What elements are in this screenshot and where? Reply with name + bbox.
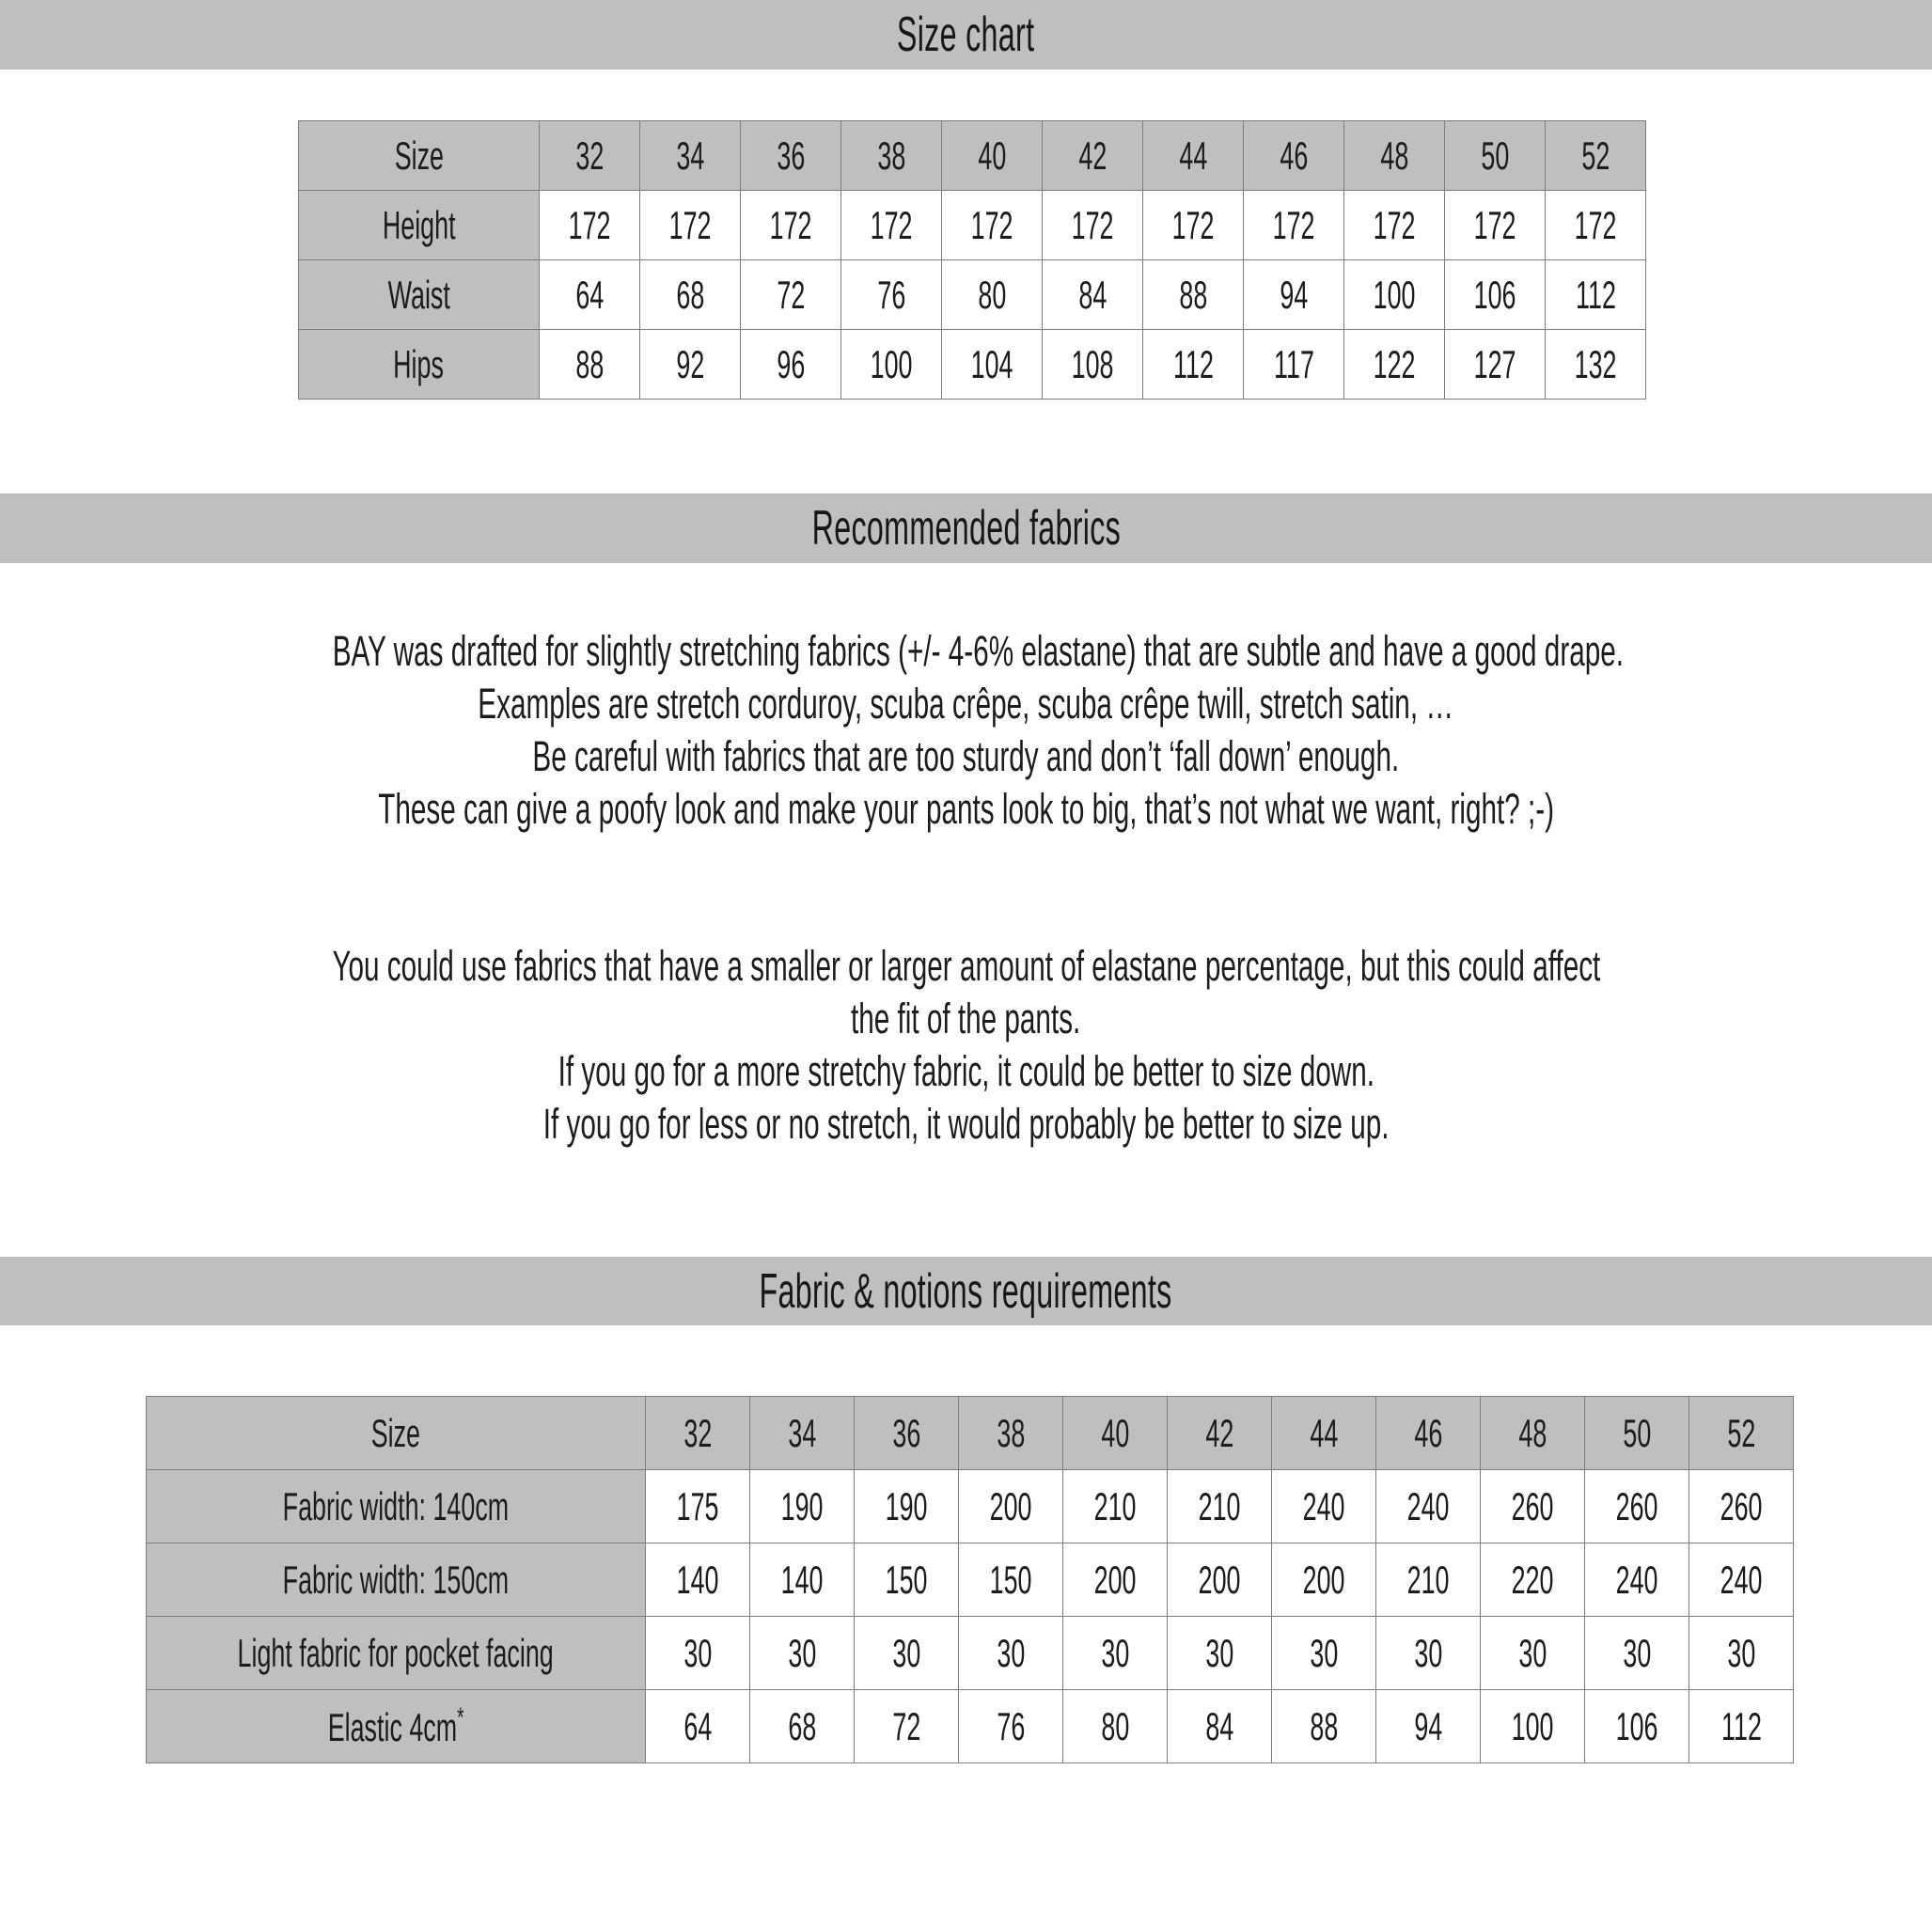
data-cell (959, 1543, 1063, 1617)
data-cell-text: 30 (1727, 1630, 1755, 1675)
data-cell (1481, 1617, 1585, 1690)
data-cell-text: 112 (1172, 341, 1214, 386)
data-cell (646, 1470, 750, 1543)
data-cell-text: 30 (892, 1630, 920, 1675)
data-cell (1376, 1543, 1481, 1617)
data-cell (1143, 330, 1244, 400)
data-cell-text: 106 (1473, 272, 1516, 317)
data-cell (942, 330, 1043, 400)
data-cell-text: 210 (1406, 1557, 1450, 1602)
row-label (299, 330, 540, 400)
data-cell-text: 84 (1205, 1703, 1233, 1748)
data-cell-text: 260 (1720, 1483, 1763, 1528)
data-cell-text: 80 (1101, 1703, 1129, 1748)
data-cell-text: 172 (1574, 202, 1617, 247)
data-cell-text: 94 (1414, 1703, 1442, 1748)
column-header-size-32-text: 32 (575, 133, 604, 178)
row-label (147, 1690, 646, 1763)
data-cell-text: 30 (1310, 1630, 1338, 1675)
column-header-size (147, 1397, 646, 1470)
data-cell-text: 88 (1179, 272, 1207, 317)
data-cell-text: 72 (777, 272, 805, 317)
data-cell-text: 240 (1406, 1483, 1450, 1528)
data-cell (841, 260, 942, 330)
data-cell-text: 108 (1071, 341, 1114, 386)
data-cell-text: 200 (1198, 1557, 1241, 1602)
column-header-size-40-text: 40 (978, 133, 1006, 178)
data-cell (750, 1470, 855, 1543)
row-label (147, 1617, 646, 1690)
data-cell (741, 260, 841, 330)
data-cell-text: 112 (1575, 272, 1616, 317)
column-header-size-46-text: 46 (1280, 133, 1308, 178)
data-cell (1344, 191, 1445, 260)
data-cell (1063, 1690, 1168, 1763)
section-header-recommended-fabrics (0, 494, 1932, 563)
data-cell (741, 191, 841, 260)
data-cell-text: 200 (1093, 1557, 1137, 1602)
column-header-size-42 (1168, 1397, 1272, 1470)
column-header-size-40 (1063, 1397, 1168, 1470)
data-cell (942, 191, 1043, 260)
column-header-size-38 (841, 121, 942, 191)
paragraph-line (0, 940, 1932, 993)
column-header-size-36 (855, 1397, 959, 1470)
section-header-size-chart (0, 0, 1932, 70)
row-label-text: Height (382, 202, 456, 247)
data-cell (750, 1617, 855, 1690)
paragraph-line-text: BAY was drafted for slightly stretching fabrics (+/- 4-6% elastane) that are subtle and have a good drape. (332, 627, 1625, 675)
size-chart-title: Size chart (897, 8, 1035, 62)
data-cell (1168, 1617, 1272, 1690)
data-cell (1585, 1617, 1689, 1690)
data-cell (1272, 1617, 1376, 1690)
data-cell (750, 1690, 855, 1763)
column-header-size-44 (1143, 121, 1244, 191)
column-header-size-36-text: 36 (892, 1410, 920, 1455)
data-cell (1063, 1617, 1168, 1690)
section-header-fabric-notions (0, 1257, 1932, 1325)
data-cell-text: 150 (989, 1557, 1032, 1602)
table-row (147, 1470, 1794, 1543)
column-header-size-32 (646, 1397, 750, 1470)
column-header-size-42-text: 42 (1205, 1410, 1233, 1455)
data-cell (750, 1543, 855, 1617)
column-header-size-46 (1376, 1397, 1481, 1470)
data-cell-text: 140 (780, 1557, 824, 1602)
data-cell-text: 172 (668, 202, 712, 247)
table-row (299, 260, 1646, 330)
data-cell (1244, 260, 1344, 330)
data-cell-text: 100 (1373, 272, 1416, 317)
paragraph-line (0, 730, 1932, 783)
data-cell-text: 172 (1071, 202, 1114, 247)
table-row (147, 1617, 1794, 1690)
data-cell (1546, 330, 1646, 400)
paragraph-line (0, 625, 1932, 678)
data-cell (646, 1617, 750, 1690)
data-cell-text: 132 (1574, 341, 1617, 386)
data-cell (841, 330, 942, 400)
data-cell (841, 191, 942, 260)
data-cell-text: 96 (777, 341, 805, 386)
data-cell-text: 240 (1615, 1557, 1658, 1602)
data-cell (1168, 1543, 1272, 1617)
column-header-size-34 (640, 121, 741, 191)
column-header-size-text: Size (370, 1410, 421, 1455)
data-cell (942, 260, 1043, 330)
column-header-size-34 (750, 1397, 855, 1470)
table-row (299, 191, 1646, 260)
asterisk-marker: * (457, 1702, 464, 1733)
column-header-size (299, 121, 540, 191)
data-cell-text: 104 (970, 341, 1013, 386)
data-cell (1244, 330, 1344, 400)
data-cell-text: 220 (1511, 1557, 1554, 1602)
table-row (147, 1690, 1794, 1763)
row-label (147, 1470, 646, 1543)
data-cell-text: 68 (788, 1703, 816, 1748)
data-cell-text: 100 (870, 341, 913, 386)
column-header-size-44 (1272, 1397, 1376, 1470)
data-cell (1445, 191, 1546, 260)
row-label (299, 260, 540, 330)
data-cell-text: 30 (788, 1630, 816, 1675)
data-cell (1445, 330, 1546, 400)
column-header-size-34-text: 34 (788, 1410, 816, 1455)
column-header-size-52 (1689, 1397, 1794, 1470)
data-cell (959, 1617, 1063, 1690)
data-cell-text: 127 (1473, 341, 1516, 386)
data-cell-text: 64 (683, 1703, 712, 1748)
data-cell (640, 191, 741, 260)
data-cell-text: 172 (769, 202, 812, 247)
data-cell (540, 191, 640, 260)
data-cell (1063, 1543, 1168, 1617)
data-cell (1168, 1690, 1272, 1763)
data-cell (640, 330, 741, 400)
data-cell (855, 1617, 959, 1690)
recommended-fabrics-title: Recommended fabrics (811, 501, 1121, 556)
data-cell (1272, 1543, 1376, 1617)
column-header-size-34-text: 34 (676, 133, 704, 178)
data-cell (959, 1470, 1063, 1543)
data-cell-text: 100 (1511, 1703, 1554, 1748)
data-cell (640, 260, 741, 330)
data-cell (1585, 1690, 1689, 1763)
row-label-text: Elastic 4cm* (327, 1702, 464, 1749)
data-cell-text: 140 (676, 1557, 719, 1602)
size-chart-table (298, 120, 1646, 400)
data-cell-text: 92 (676, 341, 704, 386)
column-header-size-40-text: 40 (1101, 1410, 1129, 1455)
column-header-size-50-text: 50 (1481, 133, 1509, 178)
data-cell (1689, 1470, 1794, 1543)
data-cell-text: 76 (997, 1703, 1025, 1748)
column-header-size-50 (1585, 1397, 1689, 1470)
data-cell (1272, 1470, 1376, 1543)
data-cell-text: 64 (575, 272, 604, 317)
data-cell-text: 94 (1280, 272, 1308, 317)
column-header-size-36 (741, 121, 841, 191)
data-cell-text: 172 (1473, 202, 1516, 247)
data-cell (1143, 260, 1244, 330)
data-cell (1143, 191, 1244, 260)
data-cell-text: 106 (1615, 1703, 1658, 1748)
data-cell-text: 88 (1310, 1703, 1338, 1748)
column-header-size-48 (1344, 121, 1445, 191)
paragraph-line (0, 1098, 1932, 1151)
data-cell-text: 172 (1272, 202, 1315, 247)
paragraph-line-text: If you go for less or no stretch, it would probably be better to size up. (542, 1100, 1390, 1148)
fabric-notions-title: Fabric & notions requirements (759, 1263, 1173, 1319)
data-cell-text: 240 (1302, 1483, 1345, 1528)
data-cell-text: 112 (1720, 1703, 1762, 1748)
data-cell (1272, 1690, 1376, 1763)
data-cell (646, 1690, 750, 1763)
data-cell-text: 72 (892, 1703, 920, 1748)
paragraph-line-text: You could use fabrics that have a smaller or larger amount of elastane percentage, but this could affect (332, 942, 1600, 990)
column-header-size-48 (1481, 1397, 1585, 1470)
column-header-size-42 (1043, 121, 1143, 191)
data-cell (1063, 1470, 1168, 1543)
column-header-size-text: Size (394, 133, 444, 178)
column-header-size-42-text: 42 (1078, 133, 1107, 178)
data-cell-text: 240 (1720, 1557, 1763, 1602)
data-cell-text: 76 (877, 272, 905, 317)
data-cell-text: 30 (1205, 1630, 1233, 1675)
data-cell (1481, 1470, 1585, 1543)
row-label-text: Waist (387, 272, 450, 317)
fabric-notions-table-body (147, 1397, 1794, 1763)
data-cell-text: 30 (1101, 1630, 1129, 1675)
data-cell-text: 172 (568, 202, 611, 247)
data-cell-text: 30 (997, 1630, 1025, 1675)
data-cell (1043, 260, 1143, 330)
data-cell-text: 68 (676, 272, 704, 317)
data-cell (1481, 1543, 1585, 1617)
data-cell (855, 1470, 959, 1543)
column-header-size-52-text: 52 (1581, 133, 1610, 178)
column-header-size-38-text: 38 (997, 1410, 1025, 1455)
data-cell-text: 30 (1518, 1630, 1547, 1675)
paragraph-line (0, 1045, 1932, 1098)
paragraph-line-text: If you go for a more stretchy fabric, it could be better to size down. (558, 1047, 1374, 1095)
data-cell (1376, 1617, 1481, 1690)
table-row (299, 330, 1646, 400)
data-cell (855, 1543, 959, 1617)
row-label (299, 191, 540, 260)
data-cell (1546, 260, 1646, 330)
column-header-size-50 (1445, 121, 1546, 191)
data-cell (1585, 1470, 1689, 1543)
column-header-size-46-text: 46 (1414, 1410, 1442, 1455)
data-cell (1043, 191, 1143, 260)
data-cell (646, 1543, 750, 1617)
data-cell (1344, 330, 1445, 400)
column-header-size-48-text: 48 (1380, 133, 1408, 178)
data-cell-text: 260 (1615, 1483, 1658, 1528)
data-cell-text: 172 (970, 202, 1013, 247)
data-cell (1546, 191, 1646, 260)
paragraph-line (0, 993, 1932, 1045)
column-header-size-36-text: 36 (777, 133, 805, 178)
data-cell (540, 330, 640, 400)
row-label-text: Hips (393, 341, 445, 386)
data-cell-text: 30 (1623, 1630, 1651, 1675)
data-cell-text: 190 (780, 1483, 824, 1528)
data-cell (1585, 1543, 1689, 1617)
fabric-intro-paragraph (0, 625, 1932, 836)
data-cell (1344, 260, 1445, 330)
column-header-size-44-text: 44 (1310, 1410, 1338, 1455)
data-cell-text: 84 (1078, 272, 1107, 317)
data-cell-text: 172 (1373, 202, 1416, 247)
paragraph-line (0, 783, 1932, 836)
paragraph-line-text: Examples are stretch corduroy, scuba crêpe, scuba crêpe twill, stretch satin, … (478, 680, 1454, 728)
table-row (147, 1543, 1794, 1617)
column-header-size-38 (959, 1397, 1063, 1470)
data-cell (1376, 1690, 1481, 1763)
data-cell-text: 80 (978, 272, 1006, 317)
column-header-size-38-text: 38 (877, 133, 905, 178)
data-cell-text: 200 (989, 1483, 1032, 1528)
data-cell (1689, 1543, 1794, 1617)
data-cell (855, 1690, 959, 1763)
size-chart-table-body (299, 121, 1646, 400)
data-cell-text: 175 (676, 1483, 719, 1528)
data-cell (1689, 1690, 1794, 1763)
data-cell (1445, 260, 1546, 330)
data-cell (959, 1690, 1063, 1763)
data-cell (1043, 330, 1143, 400)
data-cell-text: 172 (870, 202, 913, 247)
column-header-size-32 (540, 121, 640, 191)
column-header-size-50-text: 50 (1623, 1410, 1651, 1455)
data-cell (1689, 1617, 1794, 1690)
data-cell-text: 210 (1093, 1483, 1137, 1528)
row-label (147, 1543, 646, 1617)
fabric-stretch-paragraph (0, 940, 1932, 1151)
table-header-row (147, 1397, 1794, 1470)
column-header-size-46 (1244, 121, 1344, 191)
data-cell-text: 200 (1302, 1557, 1345, 1602)
table-header-row (299, 121, 1646, 191)
data-cell (1376, 1470, 1481, 1543)
row-label-text: Fabric width: 140cm (282, 1483, 510, 1528)
paragraph-line-text: the fit of the pants. (851, 995, 1081, 1042)
paragraph-line-text: These can give a poofy look and make your pants look to big, that’s not what we want, right? ;-) (378, 785, 1554, 833)
data-cell-text: 190 (885, 1483, 928, 1528)
row-label-text: Light fabric for pocket facing (237, 1630, 555, 1675)
paragraph-line-text: Be careful with fabrics that are too sturdy and don’t ‘fall down’ enough. (532, 732, 1400, 780)
data-cell (540, 260, 640, 330)
column-header-size-52-text: 52 (1727, 1410, 1755, 1455)
data-cell-text: 260 (1511, 1483, 1554, 1528)
column-header-size-52 (1546, 121, 1646, 191)
data-cell (741, 330, 841, 400)
data-cell-text: 150 (885, 1557, 928, 1602)
paragraph-line (0, 678, 1932, 730)
row-label-text: Fabric width: 150cm (282, 1557, 510, 1602)
data-cell (1481, 1690, 1585, 1763)
column-header-size-40 (942, 121, 1043, 191)
column-header-size-48-text: 48 (1518, 1410, 1547, 1455)
data-cell-text: 30 (1414, 1630, 1442, 1675)
column-header-size-44-text: 44 (1179, 133, 1207, 178)
data-cell-text: 117 (1273, 341, 1314, 386)
data-cell (1168, 1470, 1272, 1543)
data-cell-text: 210 (1198, 1483, 1241, 1528)
data-cell (1244, 191, 1344, 260)
data-cell-text: 122 (1373, 341, 1416, 386)
fabric-notions-table (146, 1396, 1794, 1763)
column-header-size-32-text: 32 (683, 1410, 712, 1455)
data-cell-text: 30 (683, 1630, 712, 1675)
data-cell-text: 88 (575, 341, 604, 386)
data-cell-text: 172 (1171, 202, 1215, 247)
